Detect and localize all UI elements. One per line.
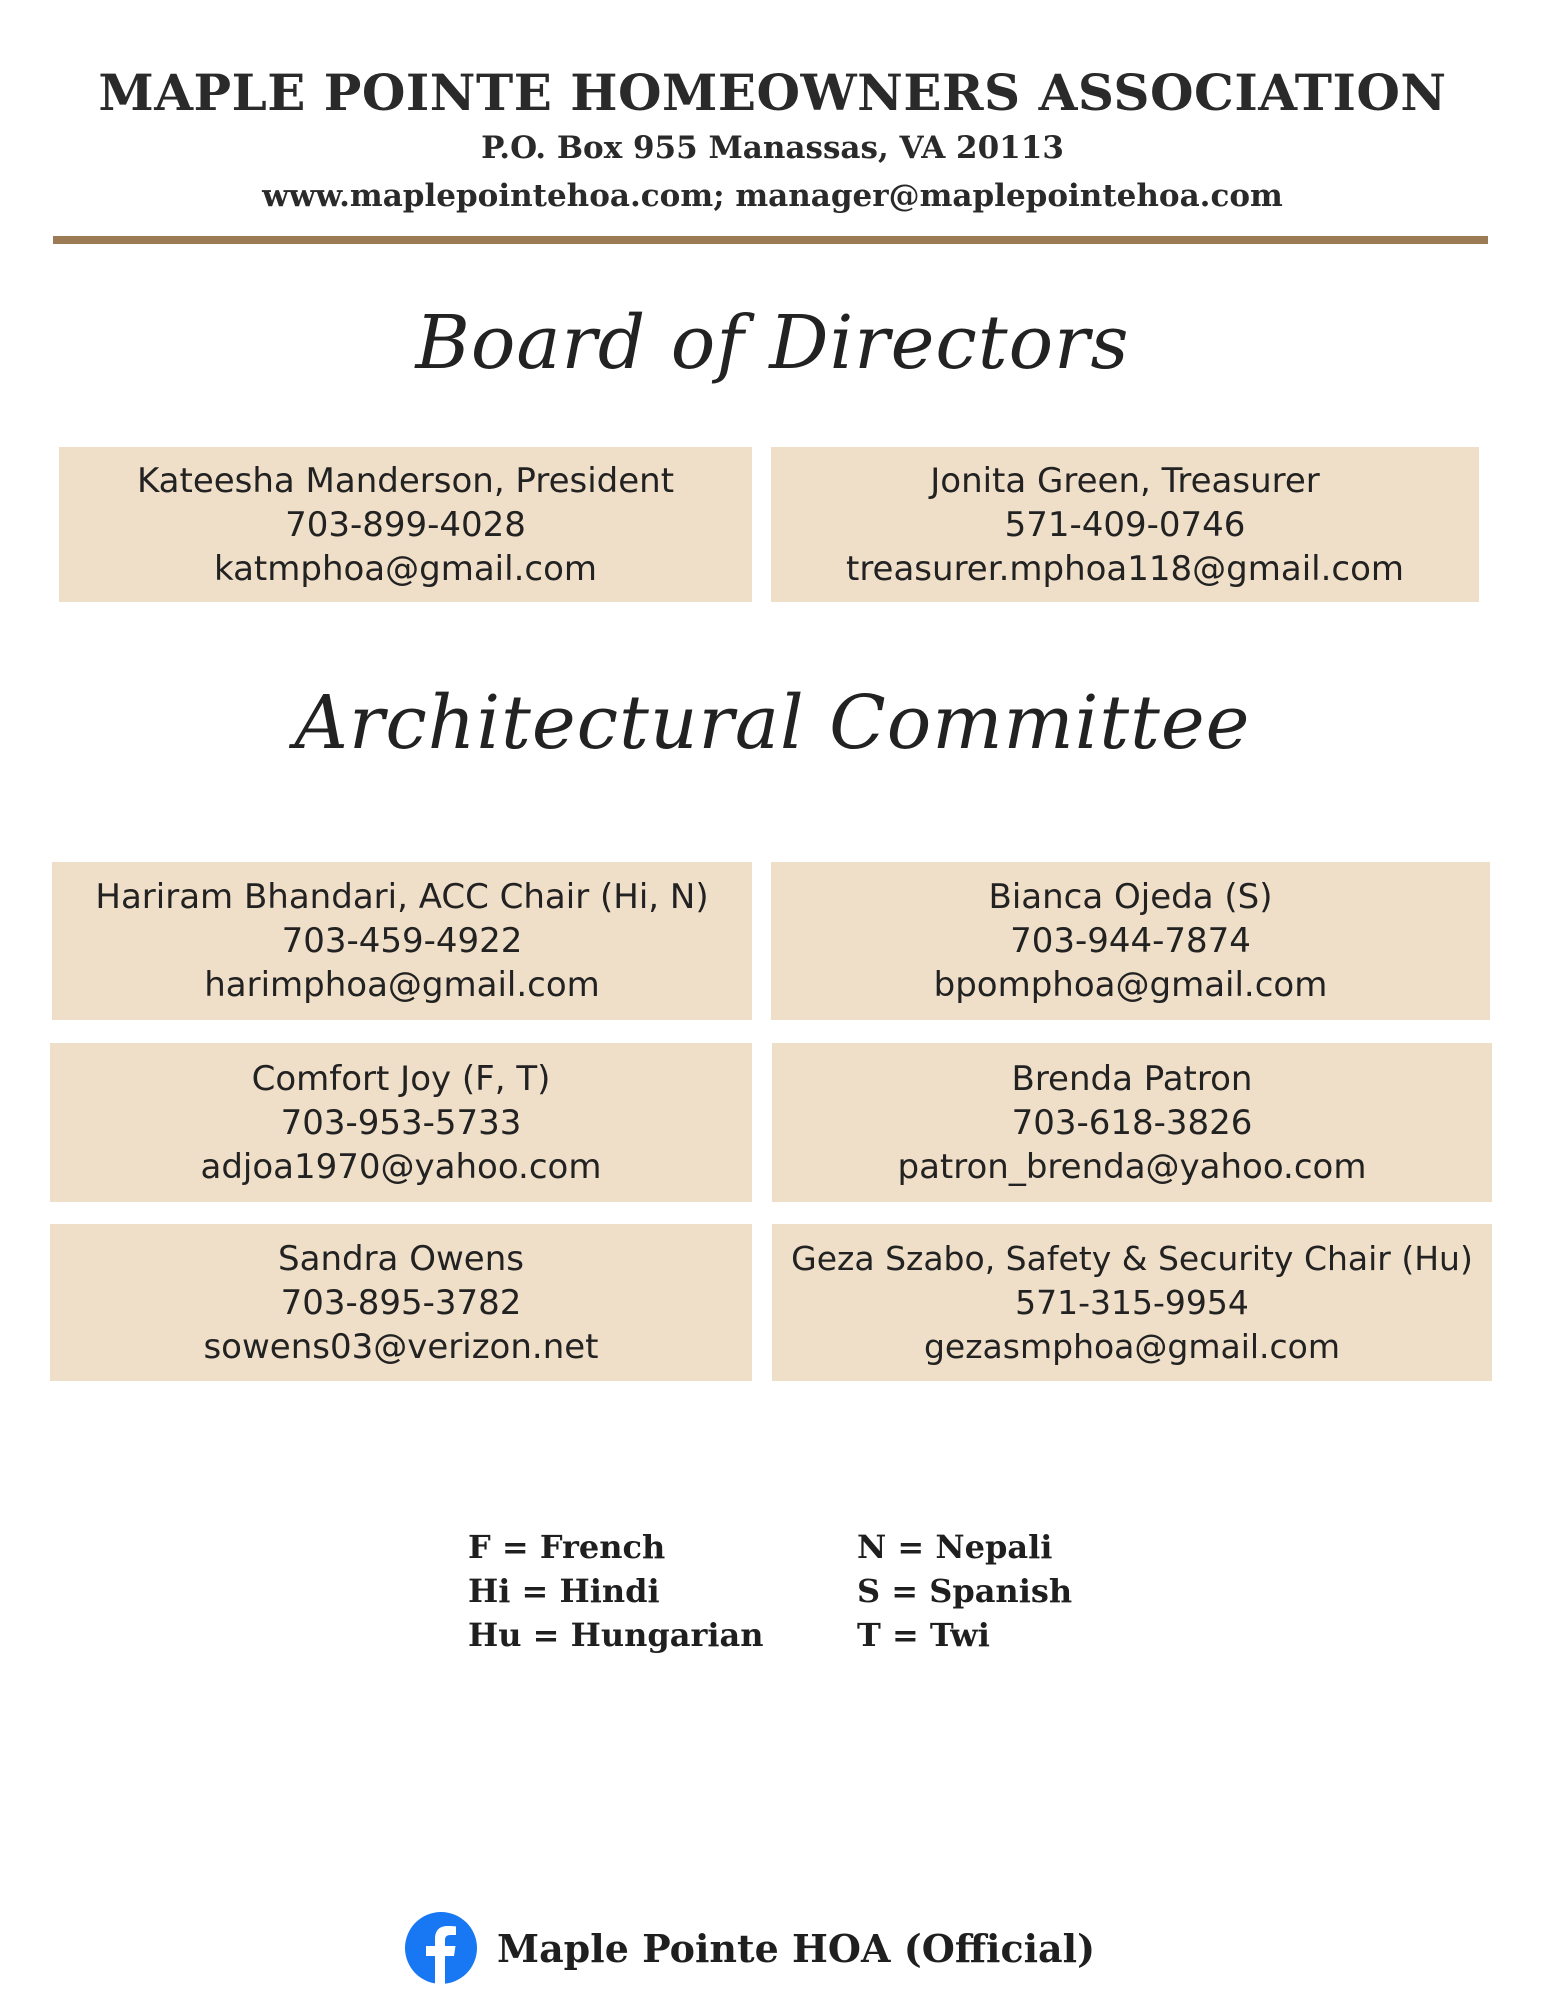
legend-item: F = French [468, 1528, 666, 1566]
board-section-title: Board of Directors [415, 300, 1130, 386]
member-email: bpomphoa@gmail.com [933, 965, 1328, 1005]
member-name: Brenda Patron [1011, 1058, 1253, 1099]
legend-item: Hi = Hindi [468, 1572, 660, 1610]
facebook-page-label[interactable]: Maple Pointe HOA (Official) [497, 1925, 1096, 1971]
legend-item: Hu = Hungarian [468, 1616, 764, 1654]
member-email: adjoa1970@yahoo.com [200, 1146, 602, 1187]
member-email: gezasmphoa@gmail.com [923, 1326, 1341, 1366]
committee-section-title: Architectural Committee [294, 680, 1251, 766]
letterhead [0, 62, 1545, 220]
member-name: Kateesha Manderson, President [136, 460, 675, 501]
member-name: Sandra Owens [278, 1238, 524, 1279]
language-legend-left [468, 1525, 763, 1657]
organization-contact: www.maplepointehoa.com; manager@maplepointehoa.com [262, 178, 1283, 214]
member-phone: 571-315-9954 [1015, 1282, 1249, 1322]
committee-member-card [772, 1224, 1492, 1381]
member-phone: 703-895-3782 [280, 1282, 522, 1323]
board-member-card [59, 447, 752, 602]
organization-name: MAPLE POINTE HOMEOWNERS ASSOCIATION [98, 63, 1447, 122]
member-phone: 703-944-7874 [1010, 921, 1251, 961]
legend-item: S = Spanish [857, 1572, 1073, 1610]
member-phone: 703-618-3826 [1011, 1102, 1253, 1143]
facebook-link[interactable] [405, 1912, 1095, 1984]
member-email: patron_brenda@yahoo.com [897, 1146, 1367, 1187]
member-email: treasurer.mphoa118@gmail.com [845, 548, 1405, 589]
member-email: sowens03@verizon.net [203, 1326, 599, 1367]
committee-member-card [771, 862, 1490, 1020]
member-email: katmphoa@gmail.com [214, 548, 597, 589]
language-legend-right [857, 1525, 1072, 1657]
member-email: harimphoa@gmail.com [204, 965, 600, 1005]
member-name: Bianca Ojeda (S) [988, 877, 1273, 917]
member-phone: 703-953-5733 [280, 1102, 522, 1143]
legend-item: N = Nepali [857, 1528, 1053, 1566]
committee-member-card [52, 862, 752, 1020]
member-name: Hariram Bhandari, ACC Chair (Hi, N) [95, 877, 709, 917]
member-name: Jonita Green, Treasurer [930, 460, 1320, 501]
facebook-icon [405, 1912, 477, 1984]
member-name: Geza Szabo, Safety & Security Chair (Hu) [791, 1238, 1473, 1278]
committee-member-card [772, 1043, 1492, 1202]
committee-member-card [50, 1224, 752, 1381]
header-divider [53, 236, 1488, 244]
board-member-card [771, 447, 1479, 602]
organization-address: P.O. Box 955 Manassas, VA 20113 [481, 130, 1064, 166]
member-phone: 703-459-4922 [281, 921, 523, 961]
member-phone: 571-409-0746 [1004, 504, 1246, 545]
legend-item: T = Twi [857, 1616, 990, 1654]
member-name: Comfort Joy (F, T) [251, 1058, 551, 1099]
committee-member-card [50, 1043, 752, 1202]
member-phone: 703-899-4028 [285, 504, 526, 545]
